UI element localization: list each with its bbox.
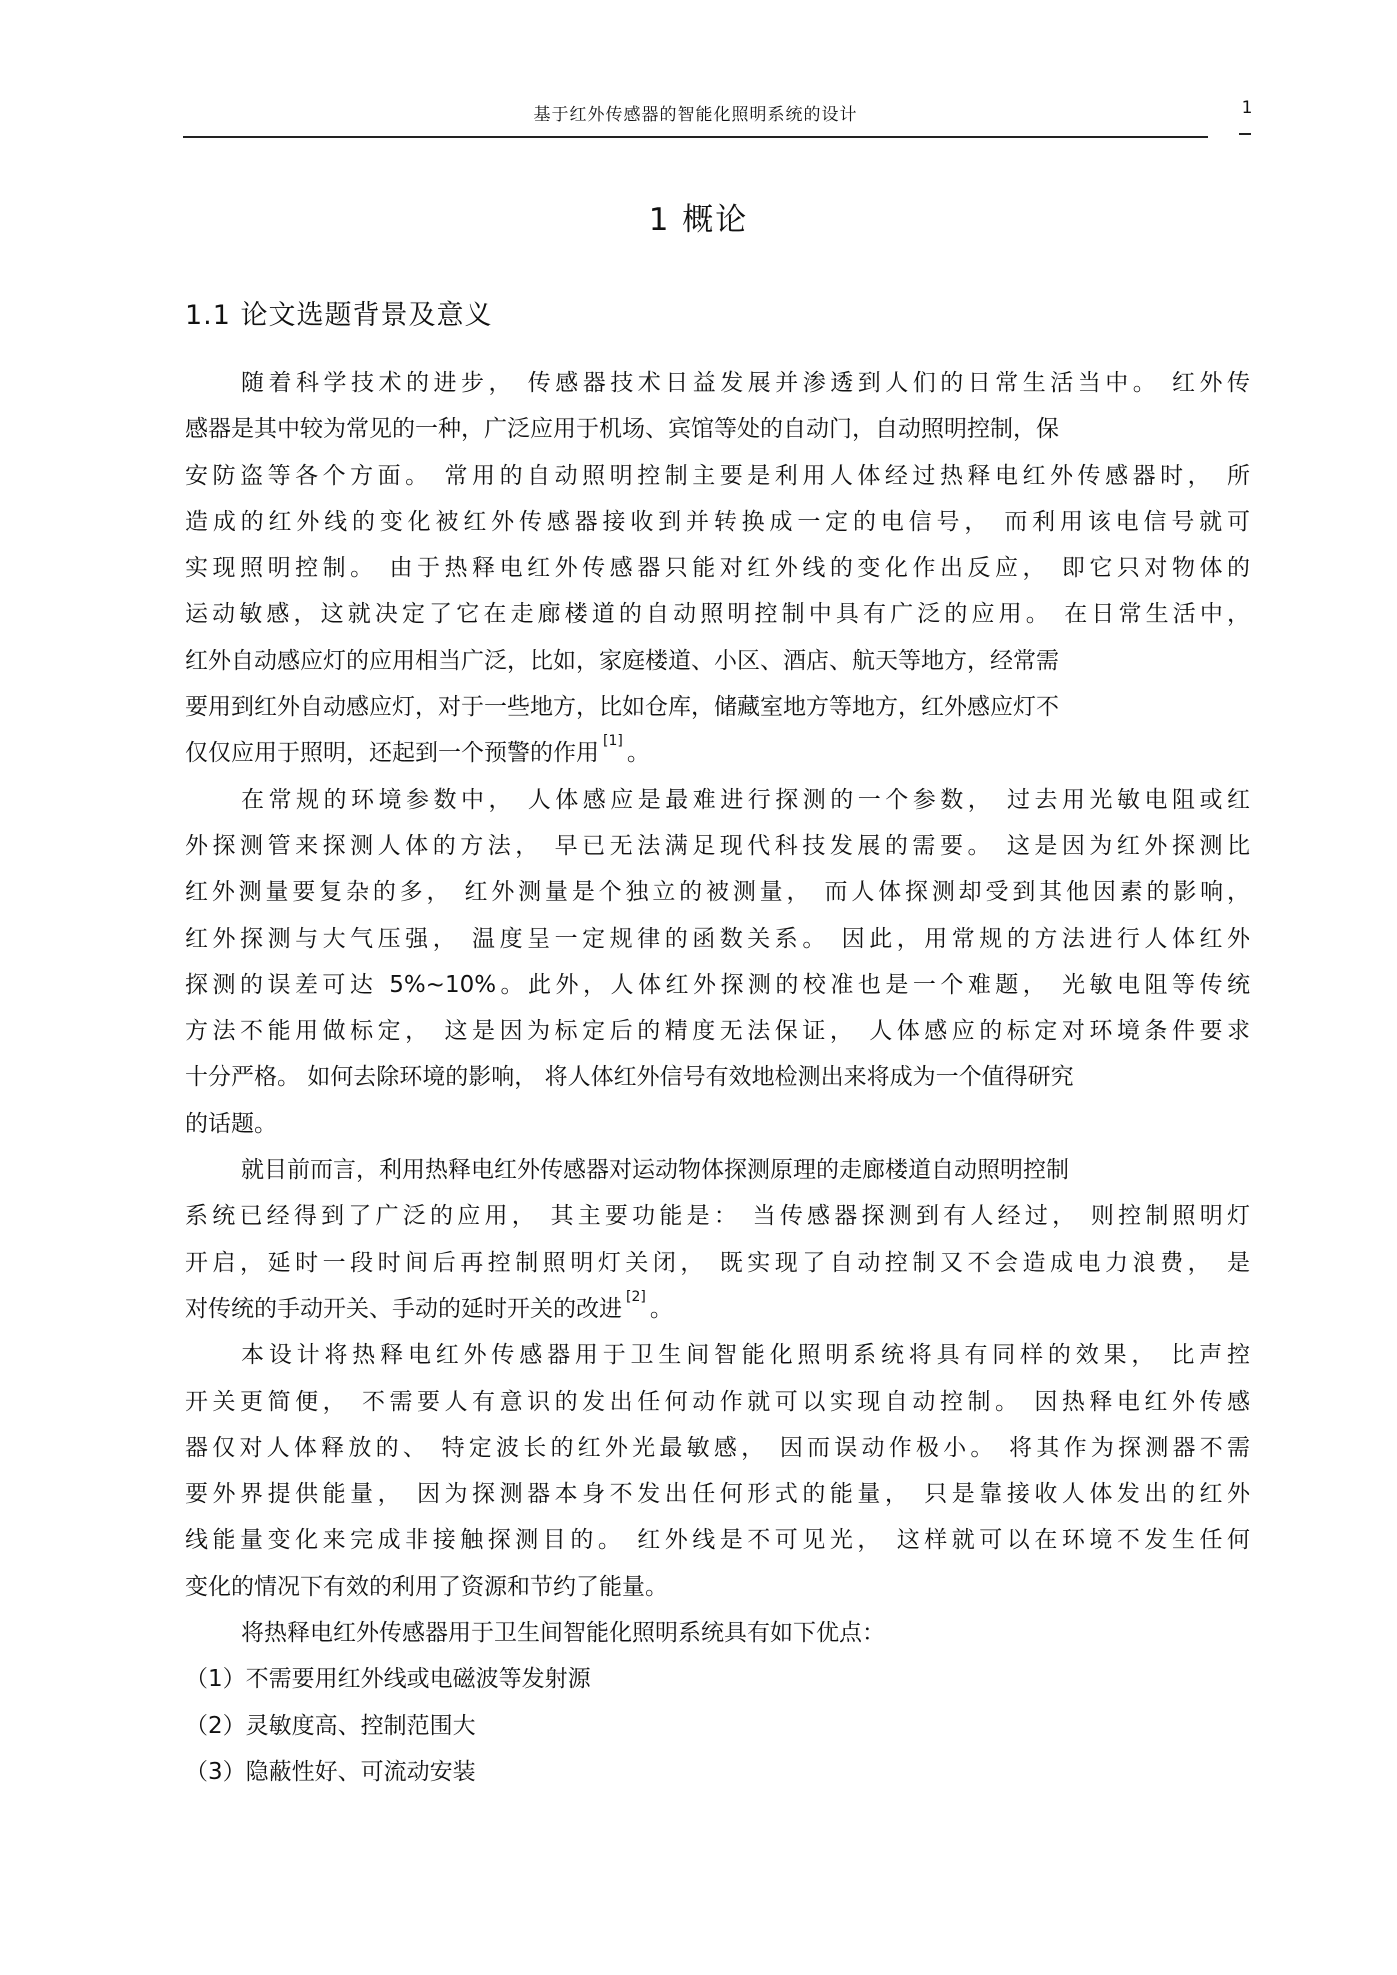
text-line <box>185 1054 1250 1100</box>
body-text <box>185 360 1250 1795</box>
text-line <box>185 962 1250 1008</box>
page-number: 1 <box>1241 98 1253 118</box>
text-line-content: 红外测量要复杂的多， 红外测量是个独立的被测量， 而人体探测却受到其他因素的影响， <box>185 879 1250 906</box>
text-line-content: （3）隐蔽性好、可流动安装 <box>185 1758 476 1785</box>
text-line-content: 仅仅应用于照明，还起到一个预警的作用 <box>185 740 599 767</box>
text-line <box>185 591 1250 637</box>
text-line <box>185 1656 1250 1702</box>
text-line <box>185 823 1250 869</box>
text-line <box>185 1610 1250 1656</box>
text-line <box>185 1286 1250 1332</box>
text-line-content: 将热释电红外传感器用于卫生间智能化照明系统具有如下优点： <box>241 1620 885 1647</box>
text-line-content: 红外探测与大气压强， 温度呈一定规律的函数关系。 因此，用常规的方法进行人体红外 <box>185 925 1250 952</box>
text-line <box>185 1425 1250 1471</box>
text-line-content: 造成的红外线的变化被红外传感器接收到并转换成一定的电信号， 而利用该电信号就可 <box>185 508 1250 535</box>
text-line <box>185 1101 1250 1147</box>
text-line-content: 在常规的环境参数中， 人体感应是最难进行探测的一个参数， 过去用光敏电阻或红 <box>241 786 1250 813</box>
citation-marker: [2] <box>626 1288 646 1305</box>
text-line <box>185 499 1250 545</box>
text-line-tail: 。 <box>649 1295 673 1322</box>
text-line <box>185 684 1250 730</box>
text-line-content: 十分严格。 如何去除环境的影响， 将人体红外信号有效地检测出来将成为一个值得研究 <box>185 1064 1074 1091</box>
text-line <box>185 777 1250 823</box>
text-line <box>185 406 1250 452</box>
text-line <box>185 1193 1250 1239</box>
text-line <box>185 1564 1250 1610</box>
text-line <box>185 1332 1250 1378</box>
chapter-title: 1 概论 <box>648 202 749 238</box>
text-line-content: （1）不需要用红外线或电磁波等发射源 <box>185 1666 591 1693</box>
text-line-content: 线能量变化来完成非接触探测目的。 红外线是不可见光， 这样就可以在环境不发生任何 <box>185 1527 1250 1554</box>
text-line-content: 器仅对人体释放的、 特定波长的红外光最敏感， 因而误动作极小。 将其作为探测器不需 <box>185 1434 1250 1461</box>
text-line-content: 安防盗等各个方面。 常用的自动照明控制主要是利用人体经过热释电红外传感器时， 所 <box>185 462 1250 489</box>
citation-marker: [1] <box>603 733 623 750</box>
text-line-content: 变化的情况下有效的利用了资源和节约了能量。 <box>185 1573 668 1600</box>
page-number-rule <box>1239 133 1251 135</box>
text-line-content: 对传统的手动开关、手动的延时开关的改进 <box>185 1295 622 1322</box>
text-line-content: （2）灵敏度高、控制范围大 <box>185 1712 476 1739</box>
section-title: 1.1 论文选题背景及意义 <box>185 300 493 331</box>
text-line-content: 随着科学技术的进步， 传感器技术日益发展并渗透到人们的日常生活当中。 红外传 <box>241 370 1250 396</box>
text-line <box>185 360 1250 406</box>
text-line-content: 外探测管来探测人体的方法， 早已无法满足现代科技发展的需要。 这是因为红外探测比 <box>185 832 1250 859</box>
text-line-content: 的话题。 <box>185 1110 277 1137</box>
text-line-content: 感器是其中较为常见的一种，广泛应用于机场、宾馆等处的自动门，自动照明控制，保 <box>185 416 1059 443</box>
text-line-content: 就目前而言，利用热释电红外传感器对运动物体探测原理的走廊楼道自动照明控制 <box>241 1157 1069 1184</box>
text-line-content: 要用到红外自动感应灯，对于一些地方，比如仓库，储藏室地方等地方，红外感应灯不 <box>185 694 1059 721</box>
text-line-content: 红外自动感应灯的应用相当广泛，比如，家庭楼道、小区、酒店、航天等地方，经常需 <box>185 647 1059 674</box>
text-line <box>185 1240 1250 1286</box>
text-line <box>185 1749 1250 1795</box>
text-line-content: 实现照明控制。 由于热释电红外传感器只能对红外线的变化作出反应， 即它只对物体的 <box>185 555 1250 582</box>
header-title: 基于红外传感器的智能化照明系统的设计 <box>533 105 858 125</box>
text-line <box>185 1147 1250 1193</box>
text-line-tail: 。 <box>626 740 650 767</box>
text-line-content: 方法不能用做标定， 这是因为标定后的精度无法保证， 人体感应的标定对环境条件要求 <box>185 1018 1250 1045</box>
text-line <box>185 1379 1250 1425</box>
text-line <box>185 1703 1250 1749</box>
text-line <box>185 1471 1250 1517</box>
text-line <box>185 545 1250 591</box>
running-header <box>183 96 1208 138</box>
text-line-content: 系统已经得到了广泛的应用， 其主要功能是： 当传感器探测到有人经过， 则控制照明灯 <box>185 1203 1250 1230</box>
text-line <box>185 730 1250 776</box>
text-line-content: 探测的误差可达 5%~10%。此外，人体红外探测的校准也是一个难题， 光敏电阻等传统 <box>185 971 1250 998</box>
text-line-content: 开关更简便， 不需要人有意识的发出任何动作就可以实现自动控制。 因热释电红外传感 <box>185 1388 1250 1415</box>
text-line <box>185 1517 1250 1563</box>
text-line-content: 本设计将热释电红外传感器用于卫生间智能化照明系统将具有同样的效果， 比声控 <box>241 1342 1250 1369</box>
text-line <box>185 1008 1250 1054</box>
text-line-content: 开启，延时一段时间后再控制照明灯关闭， 既实现了自动控制又不会造成电力浪费， 是 <box>185 1249 1250 1276</box>
text-line <box>185 869 1250 915</box>
text-line-content: 要外界提供能量， 因为探测器本身不发出任何形式的能量， 只是靠接收人体发出的红外 <box>185 1481 1250 1508</box>
text-line-content: 运动敏感，这就决定了它在走廊楼道的自动照明控制中具有广泛的应用。 在日常生活中， <box>185 601 1250 628</box>
text-line <box>185 638 1250 684</box>
text-line <box>185 916 1250 962</box>
text-line <box>185 453 1250 499</box>
